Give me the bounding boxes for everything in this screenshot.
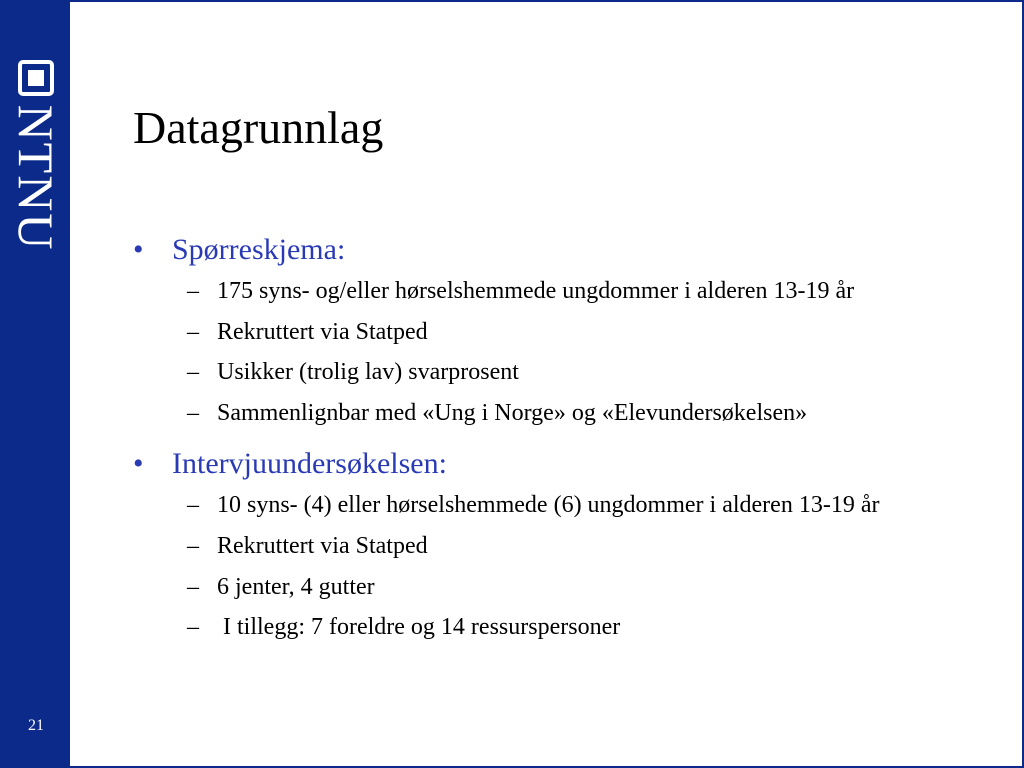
dash-icon: – — [187, 573, 199, 600]
list-item — [133, 275, 993, 309]
list-item-text: Rekruttert via Statped — [217, 532, 428, 559]
list-item — [133, 316, 993, 350]
dash-icon: – — [187, 359, 199, 386]
list-item — [133, 356, 993, 390]
list-item — [133, 489, 993, 523]
dash-icon: – — [187, 492, 199, 519]
sidebar — [2, 2, 70, 768]
list-item-text: I tillegg: 7 foreldre og 14 ressurspersoner — [217, 614, 621, 641]
list-item-text: 10 syns- (4) eller hørselshemmede (6) ungdommer i alderen 13-19 år — [217, 492, 880, 519]
list-item — [133, 397, 993, 431]
dash-icon: – — [187, 278, 199, 304]
list-item — [133, 611, 993, 645]
list-item-text: 6 jenter, 4 gutter — [217, 573, 375, 600]
sub-list — [133, 275, 993, 430]
section-heading-label: Spørreskjema: — [172, 233, 346, 266]
dash-icon: – — [187, 318, 199, 345]
page-title: Datagrunnlag — [133, 102, 384, 153]
bullet-icon: • — [133, 447, 144, 481]
dash-icon: – — [187, 614, 199, 641]
logo-text: NTNU — [8, 104, 64, 252]
list-item-text: 175 syns- og/eller hørselshemmede ungdommer i alderen 13-19 år — [217, 278, 855, 304]
bullet-icon: • — [133, 233, 144, 266]
section-interview — [133, 444, 993, 644]
ntnu-square-icon — [18, 60, 54, 96]
section-heading-label: Intervjuundersøkelsen: — [172, 447, 447, 481]
section-heading — [133, 230, 993, 269]
list-item-text: Sammenlignbar med «Ung i Norge» og «Elevundersøkelsen» — [217, 399, 808, 426]
page-number: 21 — [28, 717, 44, 734]
sub-list — [133, 489, 993, 644]
list-item — [133, 571, 993, 605]
list-item-text: Usikker (trolig lav) svarprosent — [217, 359, 519, 386]
section-questionnaire — [133, 230, 993, 430]
dash-icon: – — [187, 399, 199, 426]
list-item — [133, 530, 993, 564]
content — [133, 230, 993, 652]
section-heading — [133, 444, 993, 483]
dash-icon: – — [187, 532, 199, 559]
list-item-text: Rekruttert via Statped — [217, 318, 428, 345]
